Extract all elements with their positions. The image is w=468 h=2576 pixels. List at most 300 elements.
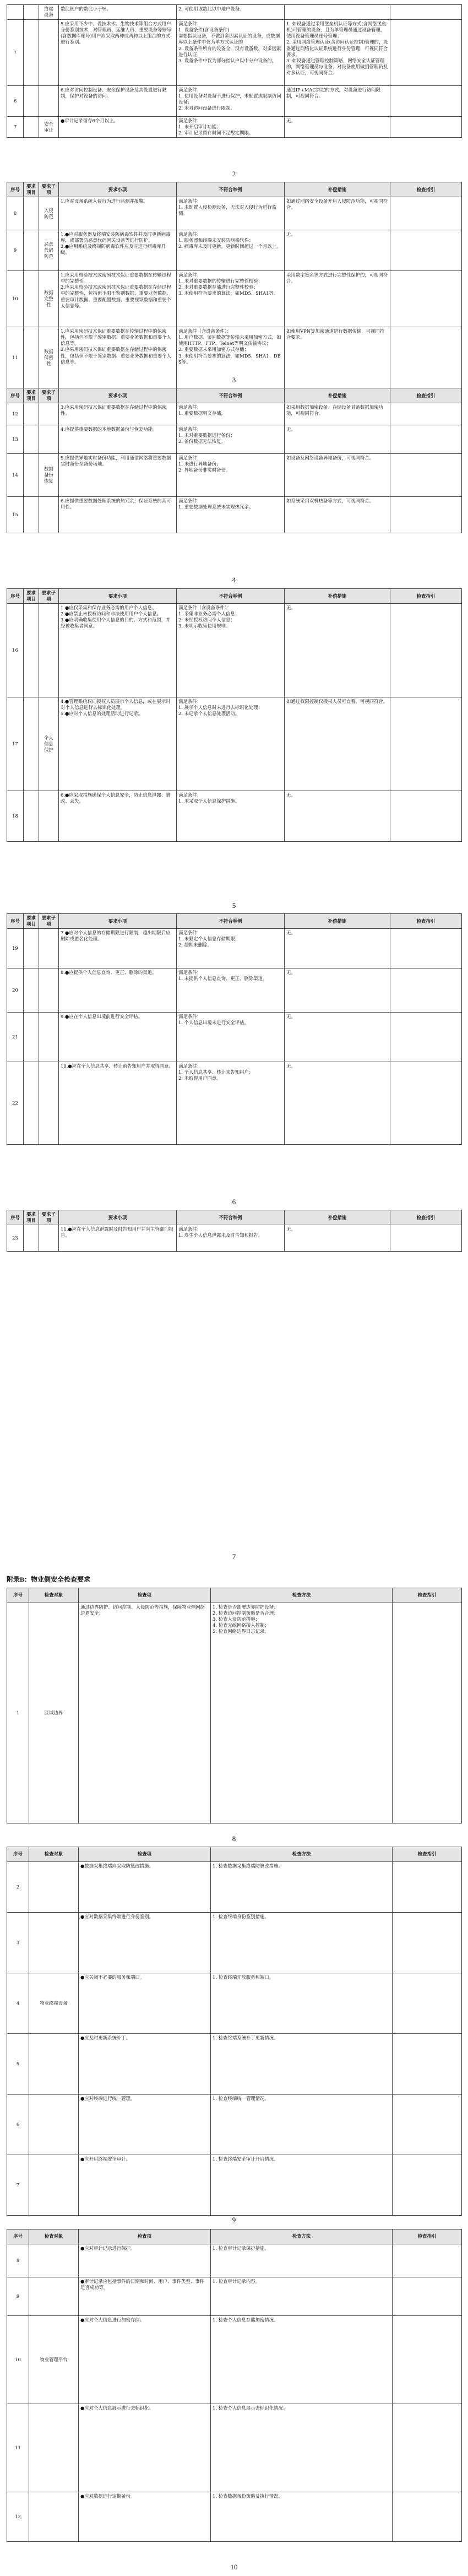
col-header-no: 序号 xyxy=(7,2229,29,2244)
inspection-guide-cell xyxy=(393,1913,462,1973)
non-compliance-cell: 满足条件： 1. 重要数据明文存储。 xyxy=(177,403,285,425)
table-row xyxy=(7,1013,462,1062)
inspection-guide-cell xyxy=(390,1062,462,1145)
col-header-obj: 检查对象 xyxy=(29,1588,79,1603)
col-header-noncomp: 不符合举例 xyxy=(177,914,285,929)
sub-item-cell xyxy=(39,20,59,86)
sub-item-cell xyxy=(39,497,59,533)
col-header-no: 序号 xyxy=(7,182,24,197)
non-compliance-cell: 满足条件： 1. 未进行异地备份； 2. 异地备份非实时备份。 xyxy=(177,454,285,497)
domain-cell xyxy=(24,1225,39,1252)
requirement-cell: 1.●应对服务器及终端安装防病毒软件并及时更新病毒库，或部署防恶意代码网关设备等进行防护。 2.●应用系统及终端防病毒软件应及时进行病毒库升级。 xyxy=(59,230,177,271)
domain-cell xyxy=(24,425,39,454)
check-object-cell xyxy=(29,2155,79,2216)
col-header-sub: 要求子项 xyxy=(39,589,59,604)
inspection-guide-cell xyxy=(390,1225,462,1252)
col-header-method: 检查方法 xyxy=(211,2229,393,2244)
check-item-cell: ●数据采集终端应采取防篡改措施。 xyxy=(79,1862,211,1913)
check-object-cell: 区域边界 xyxy=(29,1603,79,1823)
row-number-cell: 17 xyxy=(7,697,24,791)
sub-item-cell xyxy=(39,929,59,968)
col-header-domain: 要求项目 xyxy=(24,1210,39,1225)
inspection-guide-cell xyxy=(390,230,462,271)
requirement-cell: 6.●应采取措施确保个人信息安全，防止信息泄露、篡改、丢失。 xyxy=(59,791,177,842)
requirements-table-5 xyxy=(7,913,462,1145)
check-item-cell: ●应开启终端安全审计。 xyxy=(79,2155,211,2216)
compensation-cell: 采用数字签名等方式进行完整性保护的，可视同符合。 xyxy=(285,271,390,327)
col-header-sub: 要求子项 xyxy=(39,388,59,403)
inspection-guide-cell xyxy=(390,1013,462,1062)
inspection-guide-cell xyxy=(390,929,462,968)
table-row xyxy=(7,1973,462,2034)
compensation-cell: 1. 如设备通过采用堡垒机认证等方式(含网络堡垒机)可管理的设备，且为单管理员通过设备管理，使用设备管理员账号管理； 2. 采用网络管理认证(含访问认证控制)管理的，设备通过网络化认证系统进行身份管理，可视同符合要求。 3. 如设备通过管理控制策略，网络安全认证管理的，网络管理员与设备，对设备使用做到管理员及对多认证，可视同符合。 xyxy=(285,20,390,86)
inspection-guide-cell xyxy=(393,2095,462,2155)
col-header-sub: 要求子项 xyxy=(39,914,59,929)
inspection-guide-cell xyxy=(390,425,462,454)
non-compliance-cell: 满足条件： 1. 未限定个人信息存储期限； 2. 超期未删除。 xyxy=(177,929,285,968)
row-number-cell: 4 xyxy=(7,1973,29,2034)
check-method-cell: 1. 检查审计记录保护措施。 xyxy=(211,2244,393,2277)
requirement-cell: 1.●应仅采集和保存业务必需的用户个人信息。 2.●应禁止未授权访问和非法使用用户个人信息。 3.●应明确收集使用个人信息的目的、方式和范围，并经被收集者同意。 xyxy=(59,604,177,697)
non-compliance-cell: 满足条件： 1. 个人信息出境未进行安全评估。 xyxy=(177,1013,285,1062)
row-number-cell: 6 xyxy=(7,2095,29,2155)
check-object-cell xyxy=(29,1913,79,1973)
inspection-guide-cell xyxy=(390,968,462,1013)
domain-cell xyxy=(24,20,39,86)
col-header-method: 检查方法 xyxy=(211,1588,393,1603)
inspection-guide-cell xyxy=(390,86,462,117)
row-number-cell: 9 xyxy=(7,2277,29,2316)
requirement-cell: 10.●应在个人信息共享、转让前告知用户并取得同意。 xyxy=(59,1062,177,1145)
inspection-guide-cell xyxy=(393,2492,462,2542)
page-number: 4 xyxy=(232,576,236,584)
row-number-cell: 7 xyxy=(7,117,24,138)
inspection-guide-cell xyxy=(390,791,462,842)
requirement-cell: 1.应采用密码技术保证重要数据在传输过程中的保密性，包括但不限于鉴别数据、重要业务数据和重要个人信息等。 2.应采用密码技术保证重要数据在存储过程中的保密性，包括但不限于鉴别数据、重要业务数据和重要个人信息等。 xyxy=(59,327,177,389)
table-row xyxy=(7,1225,462,1252)
inspection-guide-cell xyxy=(390,604,462,697)
check-object-cell: 物业终端设备 xyxy=(29,1973,79,2034)
col-header-item: 检查项 xyxy=(79,1847,211,1862)
sub-item-cell: 数据 保密 性 xyxy=(39,327,59,389)
non-compliance-cell: 满足条件： 1. 设备条件(含设备条件) 需要指认设备，不做到多因素认证的设备，或数据库以上条件中仅为单方式认证的 2. 设备条件所有的设备全，没有设备数，对多因素进行认证 3. 设备条件中仅为部分指认户以中分户设备的。 xyxy=(177,20,285,86)
table-row xyxy=(7,454,462,497)
requirement-cell: 5.应采用不少中、设技术术、生物技术等组合方式用户身份鉴别技术，对管理员、运维人员、重要设备等账号(含数据库账号)用户应采取两种或两种以上组合的方式进行鉴别。 xyxy=(59,20,177,86)
requirement-cell: ●审计记录留存6个月以上。 xyxy=(59,117,177,138)
sub-item-cell: 终端 设备 xyxy=(39,5,59,20)
non-compliance-cell: 满足条件： 1. 使用设备对设备不进行保护，未配置或限制访问设备； 2. 未对访问设备进行限制。 xyxy=(177,86,285,117)
check-method-cell: 1. 检查是否部署边界防护设备； 2. 检查访问控制策略是否合理； 3. 检查入侵防范措施； 4. 检查无线网络接入控制； 5. 检查网络边界日志记录。 xyxy=(211,1603,393,1823)
non-compliance-cell: 满足条件： 1. 未开启审计功能； 2. 审计记录留存时间不足规定期限。 xyxy=(177,117,285,138)
page-number: 10 xyxy=(230,2563,238,2571)
compensation-cell: 如设备及网络设备异地备份，可视同符合。 xyxy=(285,454,390,497)
domain-cell xyxy=(24,968,39,1013)
requirement-cell: 9.●应在个人信息出境前进行安全评估。 xyxy=(59,1013,177,1062)
table-row xyxy=(7,117,462,138)
check-item-cell: ●应关闭不必要的服务和端口。 xyxy=(79,1973,211,2034)
row-number-cell: 14 xyxy=(7,454,24,497)
col-header-noncomp: 不符合举例 xyxy=(177,589,285,604)
compensation-cell: 无。 xyxy=(285,230,390,271)
check-method-cell: 1. 检查终端开放服务和端口。 xyxy=(211,1973,393,2034)
table-row xyxy=(7,1862,462,1913)
appendix-block-3 xyxy=(7,2229,461,2542)
page-number: 8 xyxy=(232,1834,236,1843)
inspection-guide-cell xyxy=(390,271,462,327)
row-number-cell: 12 xyxy=(7,403,24,425)
non-compliance-cell: 满足条件（含设备条件）： 1. 采集非业务必需个人信息； 2. 未经授权访问个人信息； 3. 未明示收集使用规则。 xyxy=(177,604,285,697)
domain-cell xyxy=(24,497,39,533)
sub-item-cell: 个人 信息 保护 xyxy=(39,697,59,791)
non-compliance-cell: 满足条件： 1. 个人信息共享、转让未告知用户； 2. 未取得用户同意。 xyxy=(177,1062,285,1145)
col-header-comp: 补偿措施 xyxy=(285,1210,390,1225)
domain-cell xyxy=(24,403,39,425)
col-header-req: 要求小项 xyxy=(59,914,177,929)
table-block-1 xyxy=(7,4,461,138)
check-object-cell: 物业管理平台 xyxy=(29,2316,79,2404)
table-row xyxy=(7,1603,462,1823)
non-compliance-cell: 满足条件： 1. 未对重要数据的传输进行完整性校验； 2. 未对重要数据存储进行完整性校验； 3. 未使用符合要求的算法，如MD5、SHA1等。 xyxy=(177,271,285,327)
appendix-title: 附录B：物业侧安全检查要求 xyxy=(7,1576,91,1583)
compensation-cell: 无。 xyxy=(285,791,390,842)
row-number-cell: 19 xyxy=(7,929,24,968)
check-item-cell: ●应对审计记录进行保护。 xyxy=(79,2244,211,2277)
inspection-guide-cell xyxy=(390,20,462,86)
col-header-item: 检查项 xyxy=(79,1588,211,1603)
col-header-sub: 要求子项 xyxy=(39,1210,59,1225)
row-number-cell: 11 xyxy=(7,327,24,389)
check-method-cell: 1. 检查终端统一管理情况。 xyxy=(211,2095,393,2155)
requirements-table-6 xyxy=(7,1210,462,1252)
sub-item-cell: 数据 完整 性 xyxy=(39,271,59,327)
col-header-ref: 检查指引 xyxy=(393,1588,462,1603)
table-row xyxy=(7,2404,462,2492)
table-row xyxy=(7,425,462,454)
compensation-cell: 无。 xyxy=(285,1062,390,1145)
sub-item-cell: 入侵 防范 xyxy=(39,197,59,230)
requirement-cell: 11.●应在个人信息泄露时及时告知用户并向主管部门报告。 xyxy=(59,1225,177,1252)
check-method-cell: 1. 检查数据采集终端防篡改措施。 xyxy=(211,1862,393,1913)
table-row xyxy=(7,2316,462,2404)
table-row xyxy=(7,2277,462,2316)
row-number-cell: 8 xyxy=(7,2244,29,2277)
domain-cell xyxy=(24,117,39,138)
col-header-ref: 检查指引 xyxy=(390,388,462,403)
inspection-guide-cell xyxy=(393,2155,462,2216)
sub-item-cell xyxy=(39,86,59,117)
table-row xyxy=(7,1062,462,1145)
inspection-guide-cell xyxy=(393,1862,462,1913)
compensation-cell: 无。 xyxy=(285,968,390,1013)
requirement-cell: 6.应提供重要数据处理系统的热冗余，保证系统的高可用性。 xyxy=(59,497,177,533)
check-object-cell xyxy=(29,1862,79,1913)
domain-cell xyxy=(24,271,39,327)
check-object-cell xyxy=(29,2492,79,2542)
col-header-obj: 检查对象 xyxy=(29,1847,79,1862)
table-row xyxy=(7,791,462,842)
check-object-cell xyxy=(29,2244,79,2277)
row-number-cell: 1 xyxy=(7,1603,29,1823)
table-row xyxy=(7,968,462,1013)
check-method-cell: 1. 检查个人信息存储加密情况。 xyxy=(211,2316,393,2404)
inspection-guide-cell xyxy=(390,454,462,497)
requirement-cell: 4.●管理系统仅向授权人员展示个人信息，或在展示时对个人信息进行去标识化处理。 5.●应对个人信息的处理活动进行记录。 xyxy=(59,697,177,791)
compensation-cell: 如通过网络安全设备开启入侵防范功能，可视同符合。 xyxy=(285,197,390,230)
requirement-cell: 6.应对访问控制设备、安全保护设备及其设置进行限制，保护对设备的访问。 xyxy=(59,86,177,117)
non-compliance-cell: 满足条件： 1. 展示个人信息时未进行去标识化处理； 2. 未记录个人信息处理活动。 xyxy=(177,697,285,791)
table-row xyxy=(7,403,462,425)
non-compliance-cell: 满足条件： 1. 未配置入侵检测设备，无法对入侵行为进行监测。 xyxy=(177,197,285,230)
col-header-ref: 检查指引 xyxy=(393,2229,462,2244)
check-item-cell: 通过边界防护、访问控制、入侵防范等措施，保障物业侧网络边界安全。 xyxy=(79,1603,211,1823)
check-object-cell xyxy=(29,2034,79,2095)
col-header-sub: 要求子项 xyxy=(39,182,59,197)
sub-item-cell xyxy=(39,403,59,425)
row-number-cell: 11 xyxy=(7,2404,29,2492)
compensation-cell: 无。 xyxy=(285,425,390,454)
col-header-noncomp: 不符合举例 xyxy=(177,1210,285,1225)
table-block-3 xyxy=(7,388,461,533)
page-number: 7 xyxy=(232,1552,236,1561)
compensation-cell: 无。 xyxy=(285,1013,390,1062)
col-header-obj: 检查对象 xyxy=(29,2229,79,2244)
table-row xyxy=(7,2155,462,2216)
compensation-cell: 如通过权限控制仅授权人员可查看，可视同符合。 xyxy=(285,697,390,791)
check-item-cell: ●应对终端进行统一管理。 xyxy=(79,2095,211,2155)
inspection-guide-cell xyxy=(390,197,462,230)
requirement-cell: 1.应采用校验技术或密码技术保证重要数据在传输过程中的完整性。 2.应采用校验技术或密码技术保证重要数据在存储过程中的完整性，包括但不限于鉴别数据、重要业务数据、重要审计数据、重要配置数据、重要视频数据和重要个人信息等。 xyxy=(59,271,177,327)
compensation-cell: 无。 xyxy=(285,929,390,968)
compensation-cell: 无。 xyxy=(285,117,390,138)
sub-item-cell xyxy=(39,1013,59,1062)
non-compliance-cell: 满足条件： 1. 未对重要数据进行备份； 2. 备份数据无法恢复。 xyxy=(177,425,285,454)
non-compliance-cell: 满足条件： 1. 重要数据处理系统未实现热冗余。 xyxy=(177,497,285,533)
table-block-2 xyxy=(7,182,461,389)
inspection-guide-cell xyxy=(393,2277,462,2316)
table-row xyxy=(7,604,462,697)
check-method-cell: 1. 检查个人信息展示去标识化情况。 xyxy=(211,2404,393,2492)
col-header-ref: 检查指引 xyxy=(390,589,462,604)
table-row xyxy=(7,497,462,533)
inspection-guide-cell xyxy=(393,2034,462,2095)
col-header-req: 要求小项 xyxy=(59,589,177,604)
appendix-block-2 xyxy=(7,1847,461,2216)
col-header-comp: 补偿措施 xyxy=(285,914,390,929)
row-number-cell: 23 xyxy=(7,1225,24,1252)
requirement-cell: 5.应提供异地实时备份功能，利用通信网络将重要数据实时备份至备份场地。 xyxy=(59,454,177,497)
col-header-ref: 检查指引 xyxy=(390,1210,462,1225)
compensation-cell: 如采用数据加密设备、存储设备具备数据加密功能，可视同符合。 xyxy=(285,403,390,425)
col-header-comp: 补偿措施 xyxy=(285,182,390,197)
table-row xyxy=(7,86,462,117)
row-number-cell: 5 xyxy=(7,2034,29,2095)
sub-item-cell: 数据 备份 恢复 xyxy=(39,454,59,497)
row-number-cell xyxy=(7,5,24,20)
table-row xyxy=(7,2034,462,2095)
check-item-cell: ●应对数据采集终端进行身份鉴别。 xyxy=(79,1913,211,1973)
table-row xyxy=(7,5,462,20)
table-block-6 xyxy=(7,1210,461,1252)
check-item-cell: ●应对个人信息进行加密存储。 xyxy=(79,2316,211,2404)
sub-item-cell xyxy=(39,1225,59,1252)
row-number-cell: 2 xyxy=(7,1862,29,1913)
domain-cell xyxy=(24,230,39,271)
row-number-cell: 15 xyxy=(7,497,24,533)
domain-cell xyxy=(24,791,39,842)
table-row xyxy=(7,2492,462,2542)
domain-cell xyxy=(24,697,39,791)
requirement-cell: 7.●应对个人信息的存储期限进行限制，超出期限后应删除或匿名化处理。 xyxy=(59,929,177,968)
row-number-cell: 6 xyxy=(7,86,24,117)
requirement-cell: 数比例户的数比小于%。 xyxy=(59,5,177,20)
row-number-cell: 3 xyxy=(7,1913,29,1973)
col-header-noncomp: 不符合举例 xyxy=(177,182,285,197)
table-row xyxy=(7,271,462,327)
domain-cell xyxy=(24,454,39,497)
check-method-cell: 1. 检查终端安全审计开启情况。 xyxy=(211,2155,393,2216)
sub-item-cell xyxy=(39,425,59,454)
col-header-ref: 检查指引 xyxy=(393,1847,462,1862)
check-item-cell: ●应对个人信息展示进行去标识化。 xyxy=(79,2404,211,2492)
col-header-method: 检查方法 xyxy=(211,1847,393,1862)
domain-cell xyxy=(24,929,39,968)
appendix-table-3 xyxy=(7,2229,462,2542)
domain-cell xyxy=(24,604,39,697)
inspection-guide-cell xyxy=(393,1973,462,2034)
non-compliance-cell: 满足条件： 1. 未采取个人信息保护措施。 xyxy=(177,791,285,842)
inspection-guide-cell xyxy=(393,2404,462,2492)
check-method-cell: 1. 检查终端身份鉴别措施。 xyxy=(211,1913,393,1973)
non-compliance-cell: 满足条件： 1. 服务器和终端未安装防病毒软件； 2. 病毒库未及时更新，更新时间超过一个月以上。 xyxy=(177,230,285,271)
page-number: 2 xyxy=(232,170,236,178)
col-header-ref: 检查指引 xyxy=(390,182,462,197)
col-header-domain: 要求项目 xyxy=(24,914,39,929)
check-object-cell xyxy=(29,2404,79,2492)
row-number-cell: 22 xyxy=(7,1062,24,1145)
table-row xyxy=(7,20,462,86)
compensation-cell: 如系统采用双机热备等方式，可视同符合。 xyxy=(285,497,390,533)
row-number-cell: 10 xyxy=(7,271,24,327)
non-compliance-cell: 满足条件： 1. 未提供个人信息查询、更正、删除渠道。 xyxy=(177,968,285,1013)
col-header-no: 序号 xyxy=(7,388,24,403)
check-item-cell: ●审计记录应包括事件的日期和时间、用户、事件类型、事件是否成功等。 xyxy=(79,2277,211,2316)
row-number-cell: 13 xyxy=(7,425,24,454)
col-header-no: 序号 xyxy=(7,1847,29,1862)
col-header-no: 序号 xyxy=(7,589,24,604)
requirement-cell: 3.应采用密码技术保证重要数据在存储过程中的保密性。 xyxy=(59,403,177,425)
compensation-cell: 通过IP+MAC绑定的方式，对设备进行访问限制，可视同符合。 xyxy=(285,86,390,117)
domain-cell xyxy=(24,197,39,230)
row-number-cell: 12 xyxy=(7,2492,29,2542)
col-header-domain: 要求项目 xyxy=(24,182,39,197)
inspection-guide-cell xyxy=(390,697,462,791)
col-header-no: 序号 xyxy=(7,914,24,929)
check-object-cell xyxy=(29,2095,79,2155)
inspection-guide-cell xyxy=(390,117,462,138)
table-row xyxy=(7,197,462,230)
requirement-cell: 4.应提供重要数据的本地数据备份与恢复功能。 xyxy=(59,425,177,454)
requirements-table-2 xyxy=(7,182,462,389)
row-number-cell: 8 xyxy=(7,197,24,230)
row-number-cell: 7 xyxy=(7,20,24,86)
col-header-comp: 补偿措施 xyxy=(285,388,390,403)
page-number: 5 xyxy=(232,901,236,910)
sub-item-cell: 安全 审计 xyxy=(39,117,59,138)
col-header-req: 要求小项 xyxy=(59,388,177,403)
sub-item-cell xyxy=(39,791,59,842)
check-item-cell: ●应及时更新系统补丁。 xyxy=(79,2034,211,2095)
col-header-req: 要求小项 xyxy=(59,1210,177,1225)
domain-cell xyxy=(24,1013,39,1062)
table-row xyxy=(7,929,462,968)
col-header-domain: 要求项目 xyxy=(24,388,39,403)
page-number: 9 xyxy=(232,2216,236,2224)
domain-cell xyxy=(24,86,39,117)
inspection-guide-cell xyxy=(390,497,462,533)
domain-cell xyxy=(24,5,39,20)
table-row xyxy=(7,1913,462,1973)
col-header-item: 检查项 xyxy=(79,2229,211,2244)
check-method-cell: 1. 检查数据备份策略及执行情况。 xyxy=(211,2492,393,2542)
requirements-table-3 xyxy=(7,388,462,533)
appendix-table-2 xyxy=(7,1847,462,2216)
check-item-cell: ●应对数据进行定期备份。 xyxy=(79,2492,211,2542)
inspection-guide-cell xyxy=(393,2316,462,2404)
appendix-block-1 xyxy=(7,1588,461,1823)
row-number-cell: 9 xyxy=(7,230,24,271)
sub-item-cell xyxy=(39,1062,59,1145)
inspection-guide-cell xyxy=(390,5,462,20)
requirements-table-4 xyxy=(7,588,462,842)
non-compliance-cell: 满足条件： 1. 发生个人信息泄露未及时告知和报告。 xyxy=(177,1225,285,1252)
col-header-no: 序号 xyxy=(7,1210,24,1225)
row-number-cell: 18 xyxy=(7,791,24,842)
check-method-cell: 1. 检查终端系统补丁更新情况。 xyxy=(211,2034,393,2095)
compensation-cell: 无。 xyxy=(285,1225,390,1252)
table-row xyxy=(7,2095,462,2155)
row-number-cell: 21 xyxy=(7,1013,24,1062)
compensation-cell: 如使用VPN等加密通道进行数据传输，可视同符合要求。 xyxy=(285,327,390,389)
domain-cell xyxy=(24,1062,39,1145)
appendix-table-1 xyxy=(7,1588,462,1823)
col-header-req: 要求小项 xyxy=(59,182,177,197)
sub-item-cell xyxy=(39,604,59,697)
page-number: 3 xyxy=(232,376,236,384)
inspection-guide-cell xyxy=(393,2244,462,2277)
inspection-guide-cell xyxy=(390,403,462,425)
non-compliance-cell: 满足条件（含设备条件）： 1. 用户数据、鉴别数据等传输未采用加密方式，如使用HTTP、FTP、Telnet等明文传输协议； 2. 重要数据未采用加密方式存储； 3. 未使用符合要求的算法，如MD5、SHA1、DES等。 xyxy=(177,327,285,389)
compensation-cell: 无。 xyxy=(285,604,390,697)
table-block-5 xyxy=(7,913,461,1145)
table-row xyxy=(7,697,462,791)
col-header-noncomp: 不符合举例 xyxy=(177,388,285,403)
row-number-cell: 10 xyxy=(7,2316,29,2404)
inspection-guide-cell xyxy=(393,1603,462,1823)
col-header-ref: 检查指引 xyxy=(390,914,462,929)
row-number-cell: 20 xyxy=(7,968,24,1013)
table-block-4 xyxy=(7,588,461,842)
col-header-comp: 补偿措施 xyxy=(285,589,390,604)
page-number: 6 xyxy=(232,1198,236,1206)
check-method-cell: 1. 检查审计记录内容。 xyxy=(211,2277,393,2316)
check-object-cell xyxy=(29,2277,79,2316)
requirement-cell: 8.●应提供个人信息查询、更正、删除的渠道。 xyxy=(59,968,177,1013)
sub-item-cell: 恶意 代码 防范 xyxy=(39,230,59,271)
non-compliance-cell: 2. 可使用该数比以中地户设备。 xyxy=(177,5,285,20)
row-number-cell: 16 xyxy=(7,604,24,697)
col-header-domain: 要求项目 xyxy=(24,589,39,604)
col-header-no: 序号 xyxy=(7,1588,29,1603)
